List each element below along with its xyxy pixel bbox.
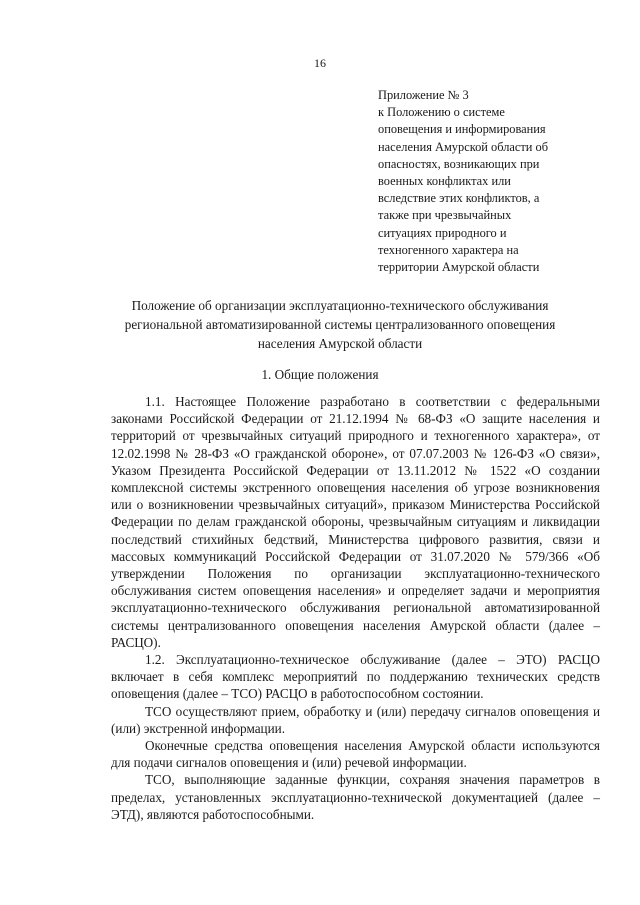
appendix-line: вследствие этих конфликтов, а [378, 191, 540, 206]
appendix-block [378, 87, 610, 276]
appendix-line: ситуациях природного и [378, 225, 507, 240]
title-line: населения Амурской области [257, 335, 423, 351]
appendix-line: военных конфликтах или [378, 174, 511, 189]
title-line: региональной автоматизированной системы централизованного оповещения [124, 316, 556, 332]
page-number: 16 [314, 56, 326, 70]
appendix-line: оповещения и информирования [378, 122, 546, 137]
appendix-line: Приложение № 3 [378, 88, 469, 102]
appendix-line: к Положению о системе [378, 105, 505, 120]
appendix-line: территории Амурской области [378, 260, 540, 275]
section-heading: 1. Общие положения [261, 367, 379, 382]
title-line: Положение об организации эксплуатационно-технического обслуживания [131, 298, 549, 313]
document-body [111, 393, 600, 823]
paragraph: 1.1. Настоящее Положение разработано в соответствии с федеральными законами Российской Федерации от 21.12.1994 № 68-ФЗ «О защите населения и территорий от чрезвычайных ситуаций природного и техногенного характера», от 12.02.1998 № 28-ФЗ «О гражданской обороне», от 07.07.2003 № 126-ФЗ «О связи», Указом Президента Российской Федерации от 13.11.2012 № 1522 «О создании комплексной системы экстренного оповещения населения об угрозе возникновения или о возникновении чрезвычайных ситуаций», приказом Министерства Российской Федерации по делам гражданской обороны, чрезвычайным ситуациям и ликвидации последствий стихийных бедствий, Министерства цифрового развития, связи и массовых коммуникаций Российской Федерации от 31.07.2020 № 579/366 «Об утверждении Положения по организации эксплуатационно-технического обслуживания систем оповещения населения» и определяет задачи и мероприятия эксплуатационно-технического обслуживания региональной автоматизированной системы централизованного оповещения населения Амурской области (далее – РАСЦО). [111, 394, 600, 650]
paragraph: ТСО осуществляют прием, обработку и (или) передачу сигналов оповещения и (или) экстренной информации. [111, 703, 600, 736]
paragraph: 1.2. Эксплуатационно-техническое обслуживание (далее – ЭТО) РАСЦО включает в себя комплекс мероприятий по поддержанию технических средств оповещения (далее – ТСО) РАСЦО в работоспособном состоянии. [111, 652, 600, 702]
appendix-line: также при чрезвычайных [378, 208, 512, 223]
appendix-line: населения Амурской области об [378, 139, 549, 154]
appendix-line: техногенного характера на [378, 242, 519, 257]
appendix-line: опасностях, возникающих при [378, 156, 540, 171]
document-title [80, 297, 600, 353]
paragraph: ТСО, выполняющие заданные функции, сохраняя значения параметров в пределах, установленных эксплуатационно-технической документацией (далее – ЭТД), являются работоспособными. [111, 772, 600, 822]
paragraph: Оконечные средства оповещения населения Амурской области используются для подачи сигналов оповещения и (или) речевой информации. [111, 738, 600, 771]
